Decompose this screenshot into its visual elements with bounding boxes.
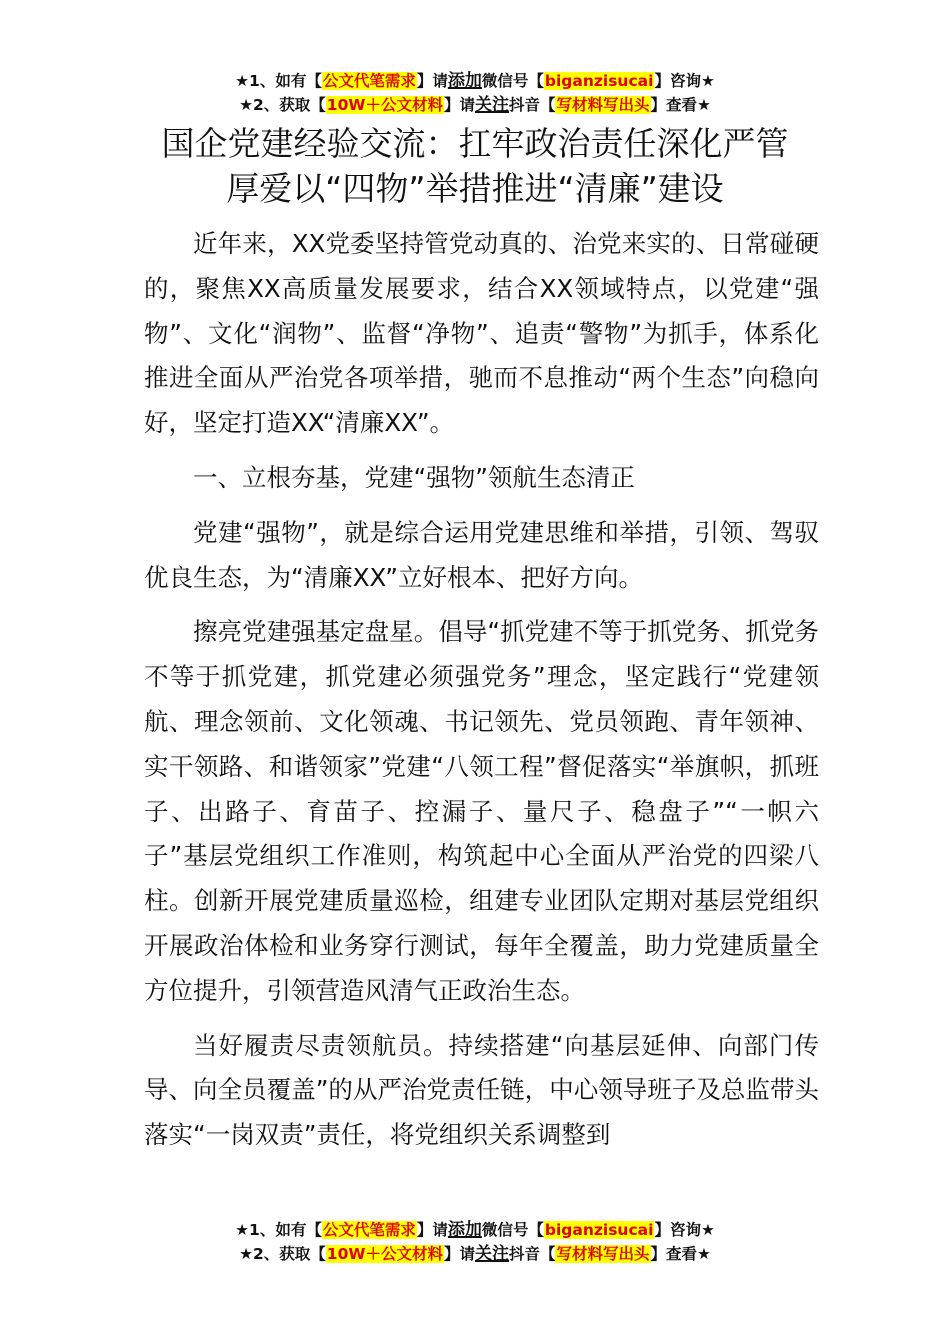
banner-douyin-id: 写材料写出头	[556, 96, 650, 114]
banner-text: 】请	[443, 1245, 475, 1263]
document-title-line1: 国企党建经验交流：扛牢政治责任深化严管	[161, 124, 789, 163]
section-heading-1: 一、立根夯基，党建“强物”领航生态清正	[193, 462, 635, 492]
banner-text: 微信号【	[481, 1221, 544, 1239]
banner-underlined: 添加	[447, 1220, 482, 1240]
banner-text: 】请	[416, 1221, 448, 1239]
banner-text: 】请	[443, 96, 475, 114]
banner-douyin-id: 写材料写出头	[556, 1245, 650, 1263]
document-body	[144, 222, 819, 1158]
promo-banner-bottom-line1	[0, 1219, 950, 1242]
banner-underlined: 关注	[474, 1244, 509, 1264]
banner-text: ★2、获取【	[239, 1245, 326, 1263]
document-title-line2: 厚爱以“四物”举措推进“清廉”建设	[226, 169, 724, 208]
paragraph-section-intro: 党建“强物”，就是综合运用党建思维和举措，引领、驾驭优良生态，为“清廉XX”立好根本、把好方向。	[144, 517, 819, 592]
banner-text: 】咨询★	[654, 72, 715, 90]
banner-underlined: 添加	[447, 71, 482, 91]
banner-text: 】查看★	[650, 1245, 711, 1263]
banner-text: ★2、获取【	[239, 96, 326, 114]
banner-wechat-id: biganzisucai	[544, 1221, 654, 1239]
banner-wechat-id: biganzisucai	[544, 72, 654, 90]
banner-text: 】请	[416, 72, 448, 90]
banner-highlight: 公文代笔需求	[322, 1221, 416, 1239]
banner-highlight: 10W＋公文材料	[326, 1245, 443, 1263]
banner-highlight: 公文代笔需求	[322, 72, 416, 90]
banner-underlined: 关注	[474, 95, 509, 115]
banner-text: 】咨询★	[654, 1221, 715, 1239]
banner-text: ★1、如有【	[235, 72, 322, 90]
promo-banner-bottom-line2	[0, 1243, 950, 1266]
banner-text: 微信号【	[481, 72, 544, 90]
paragraph-intro: 近年来，XX党委坚持管党动真的、治党来实的、日常碰硬的，聚焦XX高质量发展要求，结合XX领域特点，以党建“强物”、文化“润物”、监督“净物”、追责“警物”为抓手，体系化推进全面从严治党各项举措，驰而不息推动“两个生态”向稳向好，坚定打造XX“清廉XX”。	[144, 229, 819, 438]
promo-banner-top-line2	[0, 94, 950, 117]
banner-highlight: 10W＋公文材料	[326, 96, 443, 114]
promo-banner-top-line1	[0, 70, 950, 93]
banner-text: 抖音【	[508, 1245, 556, 1263]
banner-text: ★1、如有【	[235, 1221, 322, 1239]
banner-text: 抖音【	[508, 96, 556, 114]
banner-text: 】查看★	[650, 96, 711, 114]
paragraph-party-building: 擦亮党建强基定盘星。倡导“抓党建不等于抓党务、抓党务不等于抓党建，抓党建必须强党务”理念，坚定践行“党建领航、理念领前、文化领魂、书记领先、党员领跑、青年领神、实干领路、和谐领家”党建“八领工程”督促落实“举旗帜，抓班子、出路子、育苗子、控漏子、量尺子、稳盘子”“一帜六子”基层党组织工作准则，构筑起中心全面从严治党的四梁八柱。创新开展党建质量巡检，组建专业团队定期对基层党组织开展政治体检和业务穿行测试，每年全覆盖，助力党建质量全方位提升，引领营造风清气正政治生态。	[144, 617, 819, 1005]
paragraph-responsibility: 当好履责尽责领航员。持续搭建“向基层延伸、向部门传导、向全员覆盖”的从严治党责任链，中心领导班子及总监带头落实“一岗双责”责任，将党组织关系调整到	[144, 1030, 819, 1150]
